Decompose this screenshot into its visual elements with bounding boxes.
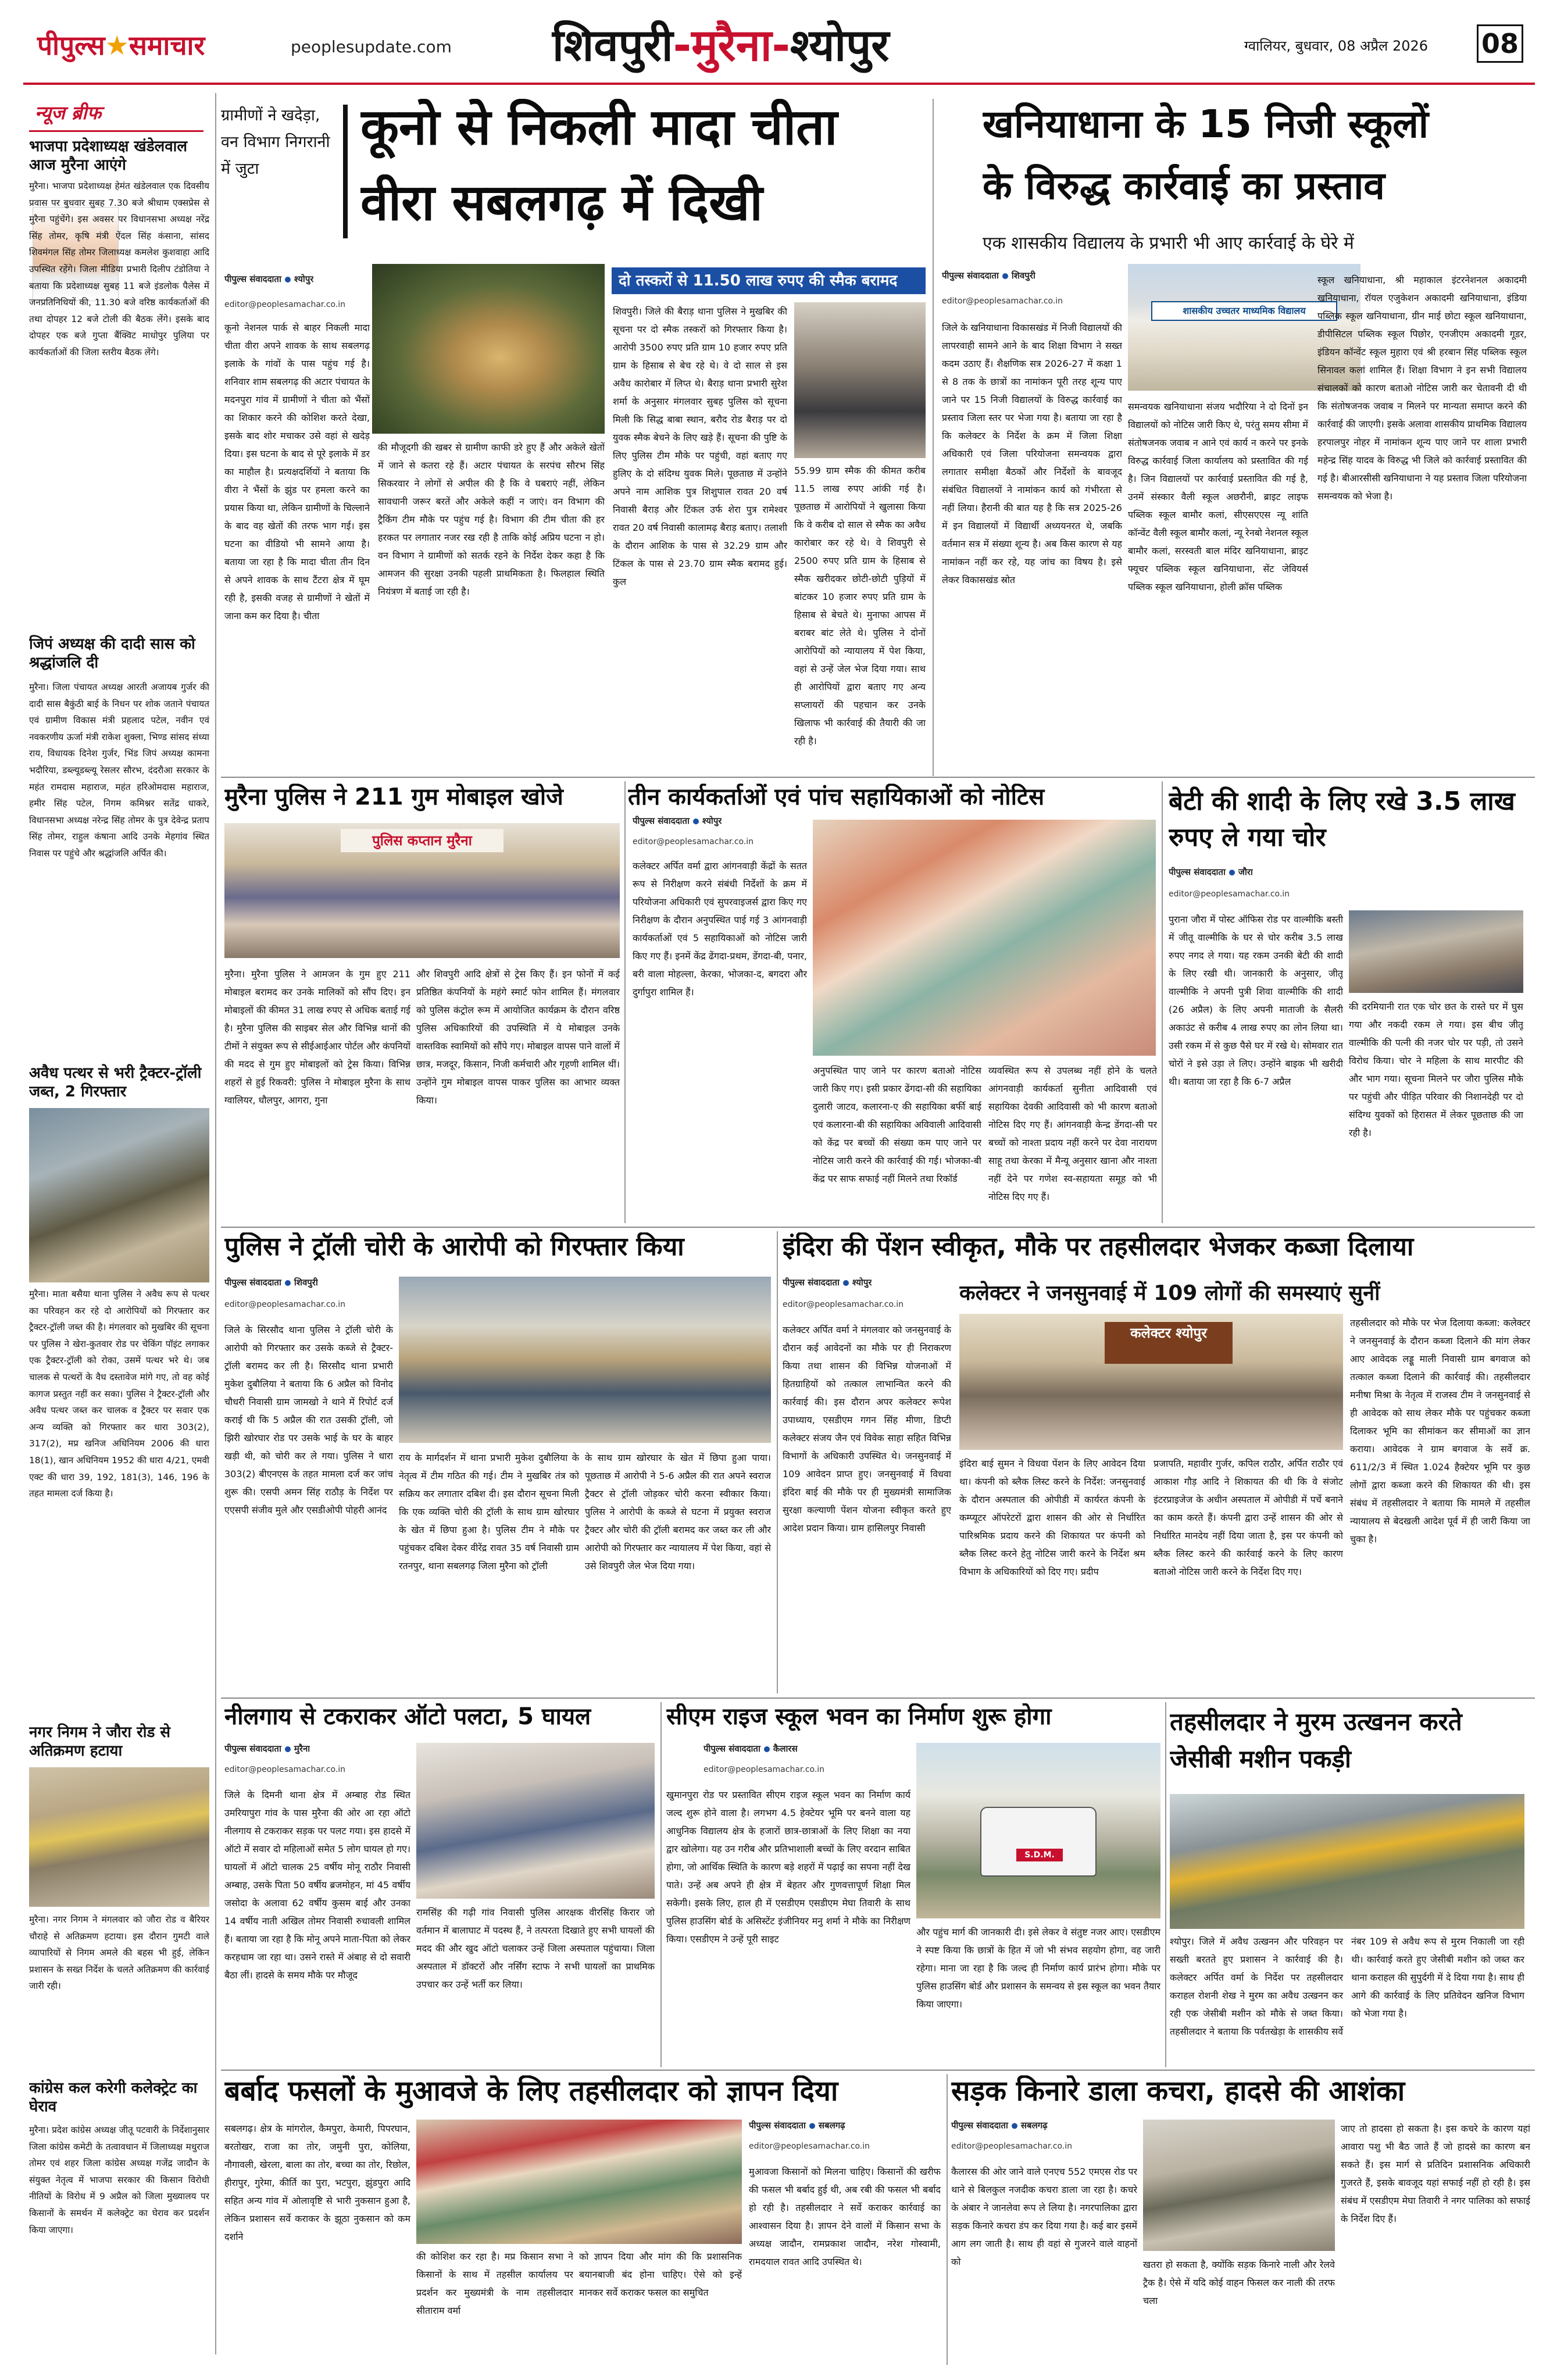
khaniyadhana-headline-2: के विरुद्ध कार्रवाई का प्रस्ताव bbox=[983, 164, 1385, 208]
kicker-bracket bbox=[343, 105, 348, 238]
page-number: 08 bbox=[1477, 24, 1523, 63]
divider-notice-chor bbox=[1162, 781, 1163, 1223]
kuno-byline: पीपुल्स संवाददाता श्योपुर bbox=[224, 274, 314, 284]
brief-3-text: मुरैना। माता बसैया थाना पुलिस ने अवैध रूप से पत्थर का परिवहन कर रहे दो आरोपियों को गिरफ्तार कर ट्रैक्टर-ट्रॉली जब्त की है। मंगलवार को मुखबिर की सूचना पर पुलिस ने खेरा-कुतवार रोड पर चेकिंग पॉइंट लगाकर एक ट्रैक्टर-ट्रॉली को रोका, उसमें पत्थर भरे थे। जब चालक से पत्थरों के वैध दस्तावेज मांगे गए, तो वह कोई कागज प्रस्तुत नहीं कर सका। पुलिस ने ट्रैक्टर-ट्रॉली और अवैध पत्थर जब्त कर चालक व ट्रैक्टर पर सवार एक अन्य व्यक्ति को गिरफ्तार कर धारा 303(2), 317(2), मप्र खनिज अधिनियम 2006 की धारा 18(1), खान अधिनियम 1952 की धारा 4/21, एमवी एक्ट की धारा 39, 192, 181(3), 146, 196 के तहत मामला दर्ज किया है। bbox=[29, 1289, 209, 1499]
kuno-kicker: ग्रामीणों ने खदेड़ा, वन विभाग निगरानी में जुटा bbox=[221, 106, 330, 178]
school-text-2: और पहुंच मार्ग की जानकारी दी। इसे लेकर वे संतुष्ट नजर आए। एसडीएम ने स्पष्ट किया कि छात्रों के हित में जो भी संभव सहयोग होगा, वह जारी रहेगा। माना जा रहा है कि जल्द ही निर्माण कार्य प्रारंभ होगा। मौके पर पुलिस हाउसिंग बोर्ड और प्रशासन के समन्वय से इस स्कूल का भवन तैयार किया जाएगा। bbox=[916, 1927, 1160, 2010]
section-title: शिवपुरी-मुरैना-श्योपुर bbox=[552, 19, 890, 71]
auto-text-2: रामसिंह की गढ़ी गांव निवासी पुलिस आरक्षक वीरसिंह किरार जो वर्तमान में बालाघाट में पदस्थ हैं, ने तत्परता दिखाते हुए सभी घायलों की मदद की और खुद ऑटो चलाकर उन्हें जिला अस्पताल पहुंचाया। जिला अस्पताल में डॉक्टरों और नर्सिंग स्टाफ ने सभी घायलों का प्राथमिक उपचार कर उन्हें भर्ती कर लिया। bbox=[416, 1907, 655, 1990]
brief-4-photo bbox=[29, 1767, 209, 1907]
kuno-headline-2: वीरा सबलगढ़ में दिखी bbox=[360, 174, 763, 232]
mobiles-photo bbox=[224, 823, 620, 958]
notice-byline: पीपुल्स संवाददाता श्योपुर bbox=[633, 816, 722, 826]
pension-text-3: प्रजापति, महावीर गुर्जर, कपिल राठौर, अर्पित राठौर एवं आकाश गौड़ आदि ने शिकायत की थी कि वे संजोट इंटरप्राइजेज के अधीन अस्पताल में ओपीडी में पर्चे बनाने का काम करते हैं। कंपनी द्वारा उन्हें शासन की ओर से निर्धारित मानदेय नहीं दिया जाता है, इस पर कंपनी को ब्लैक लिस्ट करने की कार्रवाई करने के लिए कारण बताओ नोटिस जारी करने के निर्देश दिए गए। bbox=[1154, 1458, 1343, 1577]
row-rule-1 bbox=[221, 777, 1535, 778]
notice-text-1: कलेक्टर अर्पित वर्मा द्वारा आंगनवाड़ी केंद्रों के सतत रूप से निरीक्षण करने संबंधी निर्देशों के क्रम में परियोजना अधिकारी एवं सुपरवाइजर्स द्वारा किए गए निरीक्षण के दौरान अनुपस्थित पाई गई 3 आंगनवाड़ी कार्यकर्ताओं एवं 5 सहायिकाओं को नोटिस जारी किए गए हैं। इनमें केंद्र ढेंगदा-प्रथम, डेंगदा-बी, पनार, बरी वाला मोहल्ला, केरका, भोजका-द, बगदरा और दुर्गापुरा शामिल हैं। bbox=[633, 860, 807, 998]
notice-text-2: अनुपस्थित पाए जाने पर कारण बताओ नोटिस जारी किए गए। इसी प्रकार ढेंगदा-सी की सहायिका दुलारी जाटव, कलारना-ए की सहायिका बर्फी बाई एवं कलारना-बी की सहायिका अविवाली आदिवासी को केंद्र पर बच्चों की संख्या कम पाए जाने पर नोटिस जारी करने की कार्रवाई की गई। भोजका-बी केंद्र पर साफ सफाई नहीं मिलने तथा रिकॉर्ड bbox=[813, 1065, 981, 1184]
row-rule-4 bbox=[221, 2070, 1535, 2071]
chor-text-1: पुराना जौरा में पोस्ट ऑफिस रोड पर वाल्मीकि बस्ती में जीतू वाल्मीकि के घर से चोर करीब 3.5 लाख रुपए नगद ले गया। यह रकम उनकी बेटी की शादी के लिए रखी थी। जानकारी के अनुसार, जीतू वाल्मीकि ने अपनी पुत्री शिवा वाल्मीकि की शादी (26 अप्रैल) के लिए अपनी माताजी के सैलरी अकाउंट से करीब 4 लाख रुपए का लोन लिया था। उसी रकम में से कुछ पैसे घर में रखे थे। सोमवार रात चोरों ने इसे उड़ा ले लिए। उन्होंने बाइक भी खरीदी थी। बताया जा रहा है कि 6-7 अप्रैल bbox=[1169, 914, 1343, 1087]
trolley-email[interactable]: editor@peoplesamachar.co.in bbox=[224, 1300, 346, 1309]
mobiles-banner: पुलिस कप्तान मुरैना bbox=[341, 829, 503, 852]
byline-dot-icon bbox=[693, 819, 699, 824]
pension-text-1: कलेक्टर अर्पित वर्मा ने मंगलवार को जनसुनवाई के दौरान कई आवेदनों का मौके पर ही निराकरण किया तथा शासन की विभिन्न योजनाओं में हितग्राहियों को तत्काल लाभान्वित करने की कार्रवाई की। इस दौरान अपर कलेक्टर रूपेश उपाध्याय, एसडीएम गगन सिंह मीणा, डिप्टी कलेक्टर संजय जैन एवं विवेक साहा सहित विभिन्न विभागों के अधिकारी उपस्थित थे। जनसुनवाई में 109 आवेदन प्राप्त हुए। जनसुनवाई में विधवा इंदिरा बाई की मौके पर ही मुख्यमंत्री सामाजिक सुरक्षा कल्याणी पेंशन योजना स्वीकृत करते हुए आदेश प्रदान किया। ग्राम हासिलपुर निवासी bbox=[783, 1324, 951, 1534]
khaniyadhana-text-1: जिले के खनियाधाना विकासखंड में निजी विद्यालयों की लापरवाही सामने आने के बाद शिक्षा विभाग ने सख्त कदम उठाए हैं। शैक्षणिक सत्र 2026-27 में कक्षा 1 से 8 तक के छात्रों का नामांकन पूरी तरह शून्य पाए जाने पर 15 निजी विद्यालयों के विरुद्ध कार्रवाई का प्रस्ताव जिला स्तर पर भेजा गया है। बताया जा रहा है कि कलेक्टर के निर्देश के क्रम में जिला शिक्षा अधिकारी एवं जिला परियोजना समन्वयक द्वारा लगातार समीक्षा बैठकों और निर्देशों के बावजूद संबंधित विद्यालयों ने नामांकन कार्य को गंभीरता से नहीं लिया। हैरानी की बात यह है कि सत्र 2025-26 में इन विद्यालयों में विद्यार्थी अध्ययनरत थे, जबकि वर्तमान सत्र में संख्या शून्य है। अब किस कारण से यह नामांकन नहीं कर रहे, यह जांच का विषय है। इसे लेकर विकासखंड स्रोत bbox=[942, 322, 1122, 585]
smack-text-1: शिवपुरी। जिले की बैराड़ थाना पुलिस ने मुखबिर की सूचना पर दो स्मैक तस्करों को गिरफ्तार किया है। आरोपी 3500 रुपए प्रति ग्राम 10 हजार रुपए प्रति ग्राम के हिसाब से बेच रहे थे। वे दो साल से इस अवैध कारोबार में लिप्त थे। बैराड़ थाना प्रभारी सुरेश शर्मा के अनुसार मंगलवार सुबह पुलिस को सूचना मिली कि सिद्ध बाबा स्थान, बरौद रोड बैराड़ पर दो युवक स्मैक बेचने के लिए खड़े हैं। सूचना की पुष्टि के लिए पुलिस टीम मौके पर पहुंची, वहां बताए गए हुलिए के दो संदिग्ध युवक मिले। पूछताछ में उन्होंने अपने नाम आशिक पुत्र शिशुपाल रावत 20 वर्ष निवासी बैराड़ और टिंकल उर्फ शेरा पुत्र रामेश्वर रावत 20 वर्ष निवासी कालामढ़ बैराड़ बताए। तलाशी के दौरान आशिक के पास से 32.29 ग्राम और टिंकल के पास से 23.70 ग्राम स्मैक बरामद हुई। कुल bbox=[613, 306, 787, 587]
chor-photo bbox=[1349, 910, 1523, 993]
brief-5-headline: कांग्रेस कल करेगी कलेक्ट्रेट का घेराव bbox=[29, 2079, 198, 2115]
kuno-text-2: की मौजूदगी की खबर से ग्रामीण काफी डरे हुए हैं और अकेले खेतों में जाने से कतरा रहे हैं। अटार पंचायत के सरपंच सौरभ सिंह सिकरवार ने लोगों से अपील की है कि वे घबराएं नहीं, लेकिन सावधानी जरूर बरतें और अकेले कहीं न जाएं। वन विभाग की ट्रैकिंग टीम मौके पर पहुंच गई है। विभाग की टीम चीता की हर हरकत पर लगातार नजर रख रही है ताकि कोई अप्रिय घटना न हो। वन विभाग ने ग्रामीणों को सतर्क रहने के निर्देश देकर कहा है कि आमजन की सुरक्षा उनकी पहली प्राथमिकता है। फिलहाल स्थिति नियंत्रण में बताई जा रही है। bbox=[378, 442, 605, 597]
trolley-headline: पुलिस ने ट्रॉली चोरी के आरोपी को गिरफ्तार किया bbox=[224, 1232, 684, 1262]
kachra-text-2: खतरा हो सकता है, क्योंकि सड़क किनारे नाली और रेलवे ट्रैक है। ऐसे में यदि कोई वाहन फिसल कर नाली की तरफ चला bbox=[1143, 2259, 1335, 2306]
kachra-photo bbox=[1143, 2120, 1335, 2251]
brief-4-headline: नगर निगम ने जौरा रोड से अतिक्रमण हटाया bbox=[29, 1724, 170, 1760]
chor-headline: बेटी की शादी के लिए रखे 3.5 लाख रुपए ले गया चोर bbox=[1169, 787, 1515, 852]
brief-5-text: मुरैना। प्रदेश कांग्रेस अध्यक्ष जीतू पटवारी के निर्देशानुसार जिला कांग्रेस कमेटी के तत्वावधान में जिलाध्यक्ष मधुराज तोमर एवं शहर जिला कांग्रेस अध्यक्ष गजेंद्र जादौन के संयुक्त नेतृत्व में भाजपा सरकार की किसान विरोधी नीतियों के विरोध में 9 अप्रैल को जिला मुख्यालय पर किसानों के समर्थन में कलेक्ट्रेट का घेराव कर प्रदर्शन किया जाएगा। bbox=[29, 2125, 209, 2235]
school-headline: सीएम राइज स्कूल भवन का निर्माण शुरू होगा bbox=[666, 1703, 1052, 1730]
fasal-text-4: मुआवजा किसानों को मिलना चाहिए। किसानों की खरीफ की फसल भी बर्बाद हुई थी, अब रबी की फसल भी बर्बाद हो रही है। तहसीलदार ने सर्वे कराकर कार्रवाई का आश्वासन दिया है। ज्ञापन देने वालों में किसान सभा के अध्यक्ष जादौन, रामप्रकाश जादौन, नरेश गोस्वामी, रामदयाल रावत आदि उपस्थित थे। bbox=[749, 2166, 941, 2267]
pension-email[interactable]: editor@peoplesamachar.co.in bbox=[783, 1300, 904, 1309]
sdm-plate: S.D.M. bbox=[1016, 1849, 1063, 1861]
divider-trolley-pension bbox=[777, 1231, 778, 1693]
school-byline: पीपुल्स संवाददाता कैलारस bbox=[703, 1743, 798, 1754]
kuno-headline-1: कूनो से निकली मादा चीता bbox=[360, 99, 838, 156]
trolley-text-1: जिले के सिरसौद थाना पुलिस ने ट्रॉली चोरी के आरोपी को गिरफ्तार कर उसके कब्जे से ट्रैक्टर-ट्रॉली बरामद कर ली है। सिरसौद थाना प्रभारी मुकेश दुबौलिया ने बताया कि 6 अप्रैल को विनोद चौधरी निवासी ग्राम जामखो ने थाने में रिपोर्ट दर्ज कराई थी कि 5 अप्रैल की रात उसकी ट्रॉली, जो झिरी खोरघार रोड पर उसके भाई के घर के बाहर खड़ी थी, को चोरी कर ले गया। पुलिस ने धारा 303(2) बीएनएस के तहत मामला दर्ज कर जांच शुरू की। एसपी अमन सिंह राठौड़ के निर्देश पर एएसपी संजीव मुले और एसडीओपी पोहरी आनंद bbox=[224, 1324, 393, 1516]
chor-text-2: की दरमियानी रात एक चोर छत के रास्ते घर में घुस गया और नकदी रकम ले गया। इस बीच जीतू वाल्मीकि की पत्नी की नजर चोर पर पड़ी, तो उसने विरोध किया। चोर ने महिला के साथ मारपीट की और भाग गया। सूचना मिलने पर जौरा पुलिस मौके पर पहुंची और पीड़ित परिवार की निशानदेही पर दो संदिग्ध युवकों को हिरासत में लेकर पूछताछ की जा रही है। bbox=[1349, 1001, 1523, 1138]
divider-mobiles-notice bbox=[624, 781, 626, 1223]
masthead bbox=[0, 0, 1557, 87]
notice-headline: तीन कार्यकर्ताओं एवं पांच सहायिकाओं को नोटिस bbox=[628, 784, 1045, 810]
fasal-email[interactable]: editor@peoplesamachar.co.in bbox=[749, 2142, 870, 2151]
byline-dot-icon bbox=[843, 1280, 849, 1286]
pension-board: कलेक्टर श्योपुर bbox=[1105, 1322, 1233, 1364]
auto-photo bbox=[416, 1743, 655, 1899]
logo-star-icon: ★ bbox=[105, 30, 129, 61]
murum-headline: तहसीलदार ने मुरम उत्खनन करते जेसीबी मशीन पकड़ी bbox=[1170, 1707, 1462, 1773]
trolley-byline: पीपुल्स संवाददाता शिवपुरी bbox=[224, 1277, 318, 1288]
kuno-cheetah-photo bbox=[372, 264, 605, 434]
brief-3-photo bbox=[29, 1108, 209, 1282]
notice-email[interactable]: editor@peoplesamachar.co.in bbox=[633, 837, 754, 846]
pension-text-4: तहसीलदार को मौके पर भेज दिलाया कब्जा: कलेक्टर ने जनसुनवाई के दौरान कब्जा दिलाने की मांग लेकर आए आवेदक लड्डू माली निवासी ग्राम बगवाज को तत्काल कब्जा दिलाने की कार्रवाई की। तहसीलदार मनीषा मिश्रा के नेतृत्व में राजस्व टीम ने जनसुनवाई से ही आवेदक को साथ लेकर मौके पर पहुंचकर कब्जा दिलाकर भूमि का सीमांकन कर सीमाओं का ज्ञान कराया। आवेदक ने ग्राम बगवाज के सर्वे क्र. 611/2/3 में स्थित 1.024 हैक्टेयर भूमि पर कुछ लोगों द्वारा कब्जा करने की शिकायत की थी। इस संबंध में तहसीलदार ने बताया कि मामले में तहसील न्यायालय से बेदखली आदेश पूर्व में ही जारी किया जा चुका है। bbox=[1350, 1317, 1530, 1545]
brief-divider bbox=[215, 93, 216, 2354]
khaniyadhana-text-3: स्कूल खनियाधाना, श्री महाकाल इंटरनेशनल अकादमी खनियाधाना, रॉयल एजुकेशन अकादमी खनियाधाना, इंडिया पब्लिक स्कूल खनियाधाना, ग्रीन माई छोटा स्कूल खनियाधाना, डीपीसिटल पब्लिक स्कूल पिछोर, एनजीएम अकादमी गूडर, इंडियन कॉन्वेंट स्कूल मुहारा एवं श्री हरबान सिंह पब्लिक स्कूल सिनावल कलां शामिल हैं। शिक्षा विभाग ने इन सभी विद्यालय संचालकों को कारण बताओ नोटिस जारी कर चेतावनी दी थी कि संतोषजनक जवाब न मिलने पर मान्यता समाप्त करने की कार्रवाई की जाएगी। इसके अलावा शासकीय प्राथमिक विद्यालय हरपालपुर नोहर में नामांकन शून्य पाए जाने पर शाला प्रभारी महेन्द्र सिंह यादव के विरुद्ध भी जिले को कार्रवाई प्रस्तावित की गई है। बीआरसीसी खनियाधाना ने यह प्रस्ताव जिला परियोजना समन्वयक को भेजा है। bbox=[1317, 274, 1527, 502]
byline-dot-icon bbox=[285, 1280, 291, 1286]
brief-2-headline: जिपं अध्यक्ष की दादी सास को श्रद्धांजलि दी bbox=[29, 635, 195, 671]
row-rule-2 bbox=[221, 1227, 1535, 1228]
masthead-rule bbox=[23, 83, 1535, 85]
fasal-byline: पीपुल्स संवाददाता सबलगढ़ bbox=[749, 2120, 845, 2131]
byline-dot-icon bbox=[1002, 273, 1008, 279]
khaniyadhana-text-2: समन्वयक खनियाधाना संजय भदौरिया ने दो दिनों इन विद्यालयों को नोटिस जारी किए थे, परंतु समय सीमा में संतोषजनक जवाब न आने एवं कार्य न करने पर इनके विरुद्ध कार्रवाई जिला कार्यालय को प्रस्तावित की गई है। जिन विद्यालयों पर कार्रवाई प्रस्तावित की गई है, उनमें संस्कार वैली स्कूल अछरौनी, ब्राइट लाइफ पब्लिक स्कूल बामौर कलां, सीएसएएस न्यू शांति कॉन्वेंट वैली स्कूल बामौर कलां, न्यू रेनबो नेशनल स्कूल बामौर कलां, सरस्वती बाल मंदिर खनियाधाना, ब्राइट फ्यूचर पब्लिक स्कूल खनियाधाना, सेंट जेवियर्स पब्लिक स्कूल खनियाधाना, होली क्रॉस पब्लिक bbox=[1128, 401, 1308, 592]
school-text-1: खुमानपुरा रोड पर प्रस्तावित सीएम राइज स्कूल भवन का निर्माण कार्य जल्द शुरू होने वाला है। लगभग 4.5 हेक्टेयर भूमि पर बनने वाला यह आधुनिक विद्यालय क्षेत्र के हजारों छात्र-छात्राओं के लिए शिक्षा का नया द्वार खोलेगा। यह उन गरीब और प्रतिभाशाली बच्चों के लिए वरदान साबित होगा, जो आर्थिक स्थिति के कारण बड़े शहरों में पढ़ाई का सपना नहीं देख पाते। उन्हें अब अपने ही क्षेत्र में बेहतर और गुणवत्तापूर्ण शिक्षा मिल सकेगी। इसके लिए, हाल ही में एसडीएम एसडीएम मेघा तिवारी के साथ पुलिस हाउसिंग बोर्ड के असिस्टेंट इंजीनियर मनु शर्मा ने मौके का निरीक्षण किया। एसडीएम ने उन्हें पूरी साइट bbox=[666, 1789, 910, 1945]
fasal-text-1: सबलगढ़। क्षेत्र के मांगरोल, कैमपुरा, केमारी, पिपरघान, बरतोखर, राजा का तोर, जमुनी पुरा, कोलिया, नौगावली, खेरला, बाला का तोर, बच्चा का तोर, रिछोल, हीरापुर, गुरेमा, कीर्ति का पुरा, भटपुरा, झुंडपुरा आदि सहित अन्य गांव में ओलावृष्टि से भारी नुकसान हुआ है, लेकिन प्रशासन सर्वे कराकर के झूठा नुकसान को कम दर्शाने bbox=[224, 2123, 410, 2242]
dateline: ग्वालियर, बुधवार, 08 अप्रैल 2026 bbox=[1244, 38, 1429, 54]
fasal-photo bbox=[416, 2120, 742, 2244]
school-email[interactable]: editor@peoplesamachar.co.in bbox=[703, 1765, 825, 1774]
pension-photo bbox=[959, 1314, 1343, 1450]
kachra-text-3: जाए तो हादसा हो सकता है। इस कचरे के कारण यहां आवारा पशु भी बैठ जाते हैं जो हादसे का कारण बन सकते हैं। इस मार्ग से प्रतिदिन प्रशासनिक अधिकारी गुजरते हैं, इसके बावजूद यहां सफाई नहीं हो रही है। इस संबंध में एसडीएम मेघा तिवारी ने नगर पालिका को सफाई के निर्देश दिए हैं। bbox=[1341, 2123, 1530, 2224]
news-brief-label: न्यूज ब्रीफ bbox=[35, 102, 102, 124]
kuno-text-1: कूनो नेशनल पार्क से बाहर निकली मादा चीता वीरा अपने शावक के साथ सबलगढ़ इलाके के गांवों के पास पहुंच गई है। शनिवार शाम सबलगढ़ की अटार पंचायत के मदनपुरा गांव में ग्रामीणों ने चीता को भैंसों का शिकार करने की कोशिश करते देखा, इसके बाद शोर मचाकर उसे वहां से खदेड़ दिया। इस घटना के बाद से पूरे इलाके में डर का माहौल है। प्रत्यक्षदर्शियों ने बताया कि वीरा ने भैंसों के झुंड पर हमला करने का प्रयास किया था, लेकिन ग्रामीणों के चिल्लाने के बाद वह खेतों की तरफ भाग गई। इस घटना का वीडियो भी सामने आया है। बताया जा रहा है कि मादा चीता तीन दिन से अपने शावक के साथ टैंटरा क्षेत्र में घूम रही है, इसकी वजह से ग्रामीणों ने खेतों में जाना कम कर दिया है। चीता bbox=[224, 322, 370, 621]
chor-byline: पीपुल्स संवाददाता जौरा bbox=[1169, 867, 1253, 877]
khaniyadhana-byline: पीपुल्स संवाददाता शिवपुरी bbox=[942, 270, 1035, 281]
trolley-photo bbox=[399, 1277, 771, 1443]
notice-photo bbox=[813, 820, 1156, 1056]
smack-banner: दो तस्करों से 11.50 लाख रुपए की स्मैक बरामद bbox=[612, 267, 926, 294]
pension-subhead: कलेक्टर ने जनसुनवाई में 109 लोगों की समस्याएं सुनीं bbox=[959, 1281, 1380, 1305]
byline-dot-icon bbox=[809, 2123, 815, 2129]
mobiles-text-2: और शिवपुरी आदि क्षेत्रों से ट्रेस किए हैं। इन फोनों में कई प्रतिष्ठित कंपनियों के महंगे स्मार्ट फोन शामिल हैं। मंगलवार को पुलिस कंट्रोल रूम में आयोजित कार्यक्रम के दौरान वरिष्ठ पुलिस अधिकारियों की उपस्थिति में ये मोबाइल उनके वास्तविक स्वामियों को सौंपे गए। मोबाइल वापस पाने वालों में छात्र, मजदूर, किसान, निजी कर्मचारी और गृहणी शामिल थीं। उन्होंने गुम मोबाइल वापस पाकर पुलिस का आभार व्यक्त किया। bbox=[416, 969, 620, 1106]
notice-text-3: व्यवस्थित रूप से उपलब्ध नहीं होने के चलते आंगनवाड़ी कार्यकर्ता सुनीता आदिवासी एवं सहायिका देवकी आदिवासी को भी कारण बताओ नोटिस दिए गए हैं। आंगनवाड़ी केन्द्र डेंगदा-सी पर बच्चों को नाश्ता प्रदाय नहीं करने पर देवा नारायण साहू तथा केरका में मैन्यू अनुसार खाना और नाश्ता नहीं देने पर गणेश स्व-सहायता समूह को भी नोटिस दिए गए हैं। bbox=[988, 1065, 1157, 1202]
auto-text-1: जिले के दिमनी थाना क्षेत्र में अम्बाह रोड स्थित उमरियापुरा गांव के पास मुरैना की ओर आ रहा ऑटो नीलगाय से टकराकर सड़क पर पलट गया। इस हादसे में ऑटो में सवार दो महिलाओं समेत 5 लोग घायल हो गए। घायलों में ऑटो चालक 25 वर्षीय मोनू राठौर निवासी अम्बाह, उसके पिता 50 वर्षीय ब्रजमोहन, मां 45 वर्षीय जसोदा के अलावा 62 वर्षीय कुसम बाई और उनका 14 वर्षीय नाती अखिल तोमर निवासी रुधावली शामिल हैं। बताया जा रहा है कि मोनू अपने माता-पिता को लेकर करहधाम जा रहा था। उसने रास्ते में अंबाह से दो सवारी बैठा लीं। हादसे के समय मौके पर मौजूद bbox=[224, 1789, 410, 1981]
sdm-jeep bbox=[980, 1807, 1097, 1877]
kuno-email[interactable]: editor@peoplesamachar.co.in bbox=[224, 300, 346, 309]
fasal-text-3: को ज्ञापन दिया और मांग की कि प्रशासनिक बयानबाजी बंद होना चाहिए। ऐसे को इन्हें मानकर सर्वे कराकर फसल का समुचित bbox=[579, 2251, 742, 2298]
divider-kuno-khani bbox=[933, 99, 934, 776]
fasal-text-2: की कोशिश कर रहा है। मप्र किसान सभा ने किसानों के साथ में तहसील कार्यालय पर प्रदर्शन कर मुख्यमंत्री के नाम तहसीलदार सीताराम वर्मा bbox=[416, 2251, 573, 2316]
pension-headline: इंदिरा की पेंशन स्वीकृत, मौके पर तहसीलदार भेजकर कब्जा दिलाया bbox=[783, 1232, 1414, 1262]
brief-2-text: मुरैना। जिला पंचायत अध्यक्ष आरती अजायब गुर्जर की दादी सास बैकुंठी बाई के निधन पर शोक जताने पंचायत एवं ग्रामीण विकास मंत्री प्रहलाद पटेल, नवीन एवं नवकरणीय ऊर्जा मंत्री राकेश शुक्ला, भिण्ड सांसद संध्या राय, विधायक दिनेश गुर्जर, भिंड जिपं अध्यक्ष कामना भदौरिया, डब्ल्यूडब्ल्यू रेसलर सौरभ, दंदरौआ सरकार के महंत रामदास महाराज, महंत हरिओमदास महाराज, हमीर सिंह पटेल, निगम कमिश्नर सतेंद्र धाकरे, विधानसभा अध्यक्ष नरेन्द्र सिंह तोमर के पुत्र देवेन्द्र प्रताप सिंह तोमर, राहुल कंषाना आदि उनके मेहगांव स्थित निवास पर पहुंचे और श्रद्धांजलि अर्पित की। bbox=[29, 682, 209, 859]
fasal-headline: बर्बाद फसलों के मुआवजे के लिए तहसीलदार को ज्ञापन दिया bbox=[224, 2075, 838, 2107]
khaniyadhana-email[interactable]: editor@peoplesamachar.co.in bbox=[942, 296, 1063, 306]
trolley-text-2: राय के मार्गदर्शन में थाना प्रभारी मुकेश दुबौलिया के नेतृत्व में टीम गठित की गई। टीम ने मुखबिर तंत्र को सक्रिय कर लगातार दबिश दी। इस दौरान सूचना मिली कि एक व्यक्ति चोरी की ट्रॉली के साथ ग्राम खोरघार के खेत में छिपा हुआ है। पुलिस टीम ने मौके पर पहुंचकर दबिश देकर वीरेंद्र रावत 35 वर्ष निवासी ग्राम रतनपुर, थाना सबलगढ़ जिला मुरैना को ट्रॉली bbox=[399, 1452, 579, 1571]
khaniyadhana-headline-1: खनियाधाना के 15 निजी स्कूलों bbox=[983, 102, 1429, 146]
kachra-email[interactable]: editor@peoplesamachar.co.in bbox=[951, 2142, 1073, 2151]
auto-email[interactable]: editor@peoplesamachar.co.in bbox=[224, 1765, 346, 1774]
trolley-text-3: के साथ ग्राम खोरघार के खेत में छिपा हुआ पाया। पूछताछ में आरोपी ने 5-6 अप्रैल की रात अपने स्वराज ट्रैक्टर से ट्रॉली जोड़कर चोरी करना स्वीकार किया। पुलिस ने आरोपी के कब्जे से घटना में प्रयुक्त स्वराज ट्रैक्टर और चोरी की ट्रॉली बरामद कर जब्त कर ली और आरोपी को गिरफ्तार कर न्यायालय में पेश किया, वहां से उसे शिवपुरी जेल भेज दिया गया। bbox=[585, 1452, 771, 1571]
divider-fasal-kachra bbox=[947, 2074, 948, 2365]
auto-headline: नीलगाय से टकराकर ऑटो पलटा, 5 घायल bbox=[224, 1703, 591, 1730]
divider-school-murum bbox=[1165, 1702, 1166, 2067]
mobiles-headline: मुरैना पुलिस ने 211 गुम मोबाइल खोजे bbox=[224, 784, 563, 810]
auto-byline: पीपुल्स संवाददाता मुरैना bbox=[224, 1743, 310, 1754]
kachra-byline: पीपुल्स संवाददाता सबलगढ़ bbox=[951, 2120, 1048, 2131]
school-photo bbox=[916, 1743, 1160, 1918]
khaniyadhana-deck: एक शासकीय विद्यालय के प्रभारी भी आए कार्रवाई के घेरे में bbox=[983, 233, 1354, 253]
chor-email[interactable]: editor@peoplesamachar.co.in bbox=[1169, 889, 1290, 899]
smack-accused-photo bbox=[794, 302, 926, 458]
kachra-headline: सड़क किनारे डाला कचरा, हादसे की आशंका bbox=[951, 2075, 1405, 2107]
school-sign: शासकीय उच्चतर माध्यमिक विद्यालय bbox=[1151, 301, 1337, 321]
brief-3-headline: अवैध पत्थर से भरी ट्रैक्टर-ट्रॉली जब्त, 2 गिरफ्तार bbox=[29, 1064, 202, 1100]
murum-jcb-photo bbox=[1170, 1794, 1524, 1929]
byline-dot-icon bbox=[285, 1746, 291, 1752]
mobiles-text-1: मुरैना। मुरैना पुलिस ने आमजन के गुम हुए 211 मोबाइल बरामद कर उनके मालिकों को सौंप दिए। इन मोबाइलों की कीमत 31 लाख रुपए से अधिक बताई गई है। मुरैना पुलिस की साइबर सेल और विभिन्न थानों की टीमों ने संयुक्त रूप से सीईआईआर पोर्टल और कंपनियों की मदद से गुम हुए मोबाइलों को ट्रेस किया। विभिन्न शहरों से हुई रिकवरी: पुलिस ने मोबाइल मुरैना के साथ ग्वालियर, धौलपुर, आगरा, गुना bbox=[224, 969, 410, 1106]
byline-dot-icon bbox=[764, 1746, 770, 1752]
smack-text-2: 55.99 ग्राम स्मैक की कीमत करीब 11.5 लाख रुपए आंकी गई है। पूछताछ में आरोपियों ने खुलासा किया कि वे करीब दो साल से स्मैक का अवैध कारोबार कर रहे थे। वे शिवपुरी से 2500 रुपए प्रति ग्राम के हिसाब से स्मैक खरीदकर छोटी-छोटी पुड़ियों में बांटकर 10 हजार रुपए प्रति ग्राम के हिसाब से बेचते थे। मुनाफा आपस में बराबर बांट लेते थे। पुलिस ने दोनों आरोपियों को न्यायालय में पेश किया, वहां से उन्हें जेल भेज दिया गया। साथ ही आरोपियों द्वारा बताए गए अन्य सप्लायरों की पहचान कर उनके खिलाफ भी कार्रवाई की तैयारी की जा रही है। bbox=[794, 465, 926, 746]
row-rule-3 bbox=[221, 1698, 1535, 1699]
divider-auto-school bbox=[660, 1702, 662, 2067]
pension-byline: पीपुल्स संवाददाता श्योपुर bbox=[783, 1277, 872, 1288]
brief-1-headline: भाजपा प्रदेशाध्यक्ष खंडेलवाल आज मुरैना आएंगे bbox=[29, 138, 188, 174]
byline-dot-icon bbox=[285, 277, 291, 283]
brief-1-text: मुरैना। भाजपा प्रदेशाध्यक्ष हेमंत खंडेलवाल एक दिवसीय प्रवास पर बुधवार सुबह 7.30 बजे श्रीधाम एक्सप्रेस से मुरैना पहुंचेंगे। इस अवसर पर विधानसभा अध्यक्ष नरेंद्र सिंह तोमर, कृषि मंत्री ऐंदल सिंह कंसाना, सांसद शिवमंगल सिंह तोमर जिलाध्यक्ष कमलेश कुशवाहा आदि उपस्थित रहेंगे। जिला मीडिया प्रभारी दिलीप टंडोतिया ने बताया कि प्रदेशाध्यक्ष सुबह 11 बजे इंडलोक पैलेस में जनप्रतिनिधियों की, 11.30 बजे वरिष्ठ कार्यकर्ताओं की तथा दोपहर 12 बजे टोली की बैठक लेंगे। इसके बाद दोपहर एक बजे गुप्ता बैंक्विट माधोपुर पुलिया पर कार्यकर्ताओं की जिला स्तरीय बैठक लेंगे। bbox=[29, 181, 209, 358]
logo: पीपुल्स★समाचार bbox=[37, 30, 205, 61]
kachra-text-1: कैलारस की ओर जाने वाले एनएच 552 एमएस रोड पर थाने से बिलकुल नजदीक कचरा डाला जा रहा है। कचरे के अंबार ने जानलेवा रूप ले लिया है। नगरपालिका द्वारा सड़क किनारे कचरा डंप कर दिया गया है। कई बार इसमें आग लग जाती है। साथ ही वहां से गुजरने वाले वाहनों को bbox=[951, 2166, 1137, 2267]
site-url[interactable]: peoplesupdate.com bbox=[291, 37, 452, 56]
brief-4-text: मुरैना। नगर निगम ने मंगलवार को जौरा रोड व बैरियर चौराहे से अतिक्रमण हटाया। इस दौरान गुमटी वाले व्यापारियों से निगम अमले की बहस भी हुई, लेकिन प्रशासन के सख्त निर्देश के चलते अतिक्रमण की कार्रवाई जारी रही। bbox=[29, 1914, 209, 1992]
byline-dot-icon bbox=[1012, 2123, 1017, 2129]
byline-dot-icon bbox=[1229, 870, 1235, 875]
murum-text: श्योपुर। जिले में अवैध उत्खनन और परिवहन पर सख्ती बरतते हुए प्रशासन ने कार्रवाई की है। कलेक्टर अर्पित वर्मा के निर्देश पर तहसीलदार कराहल रोशनी शेख ने मुरम का अवैध उत्खनन कर रही एक जेसीबी मशीन को मौके से जब्त किया। तहसीलदार ने बताया कि पर्वतखेड़ा के शासकीय सर्वे नंबर 109 से अवैध रूप से मुरम निकाली जा रही थी। कार्रवाई करते हुए जेसीबी मशीन को जब्त कर थाना कराहल की सुपुर्दगी में दे दिया गया है। साथ ही आगे की कार्रवाई के लिए प्रतिवेदन खनिज विभाग को भेजा गया है। bbox=[1170, 1936, 1524, 2037]
pension-text-2: इंदिरा बाई सुमन ने विधवा पेंशन के लिए आवेदन दिया था। कंपनी को ब्लैक लिस्ट करने के निर्देश: जनसुनवाई के दौरान अस्पताल की ओपीडी में कार्यरत कंपनी के कम्प्यूटर ऑपरेटरों द्वारा शासन की ओर से निर्धारित पारिश्रमिक प्रदाय करने की शिकायत पर कंपनी को ब्लैक लिस्ट करने हेतु नोटिस जारी करने के निर्देश श्रम विभाग के अधिकारियों को दिए गए। प्रदीप bbox=[959, 1458, 1145, 1577]
brief-label-rule bbox=[29, 130, 203, 132]
